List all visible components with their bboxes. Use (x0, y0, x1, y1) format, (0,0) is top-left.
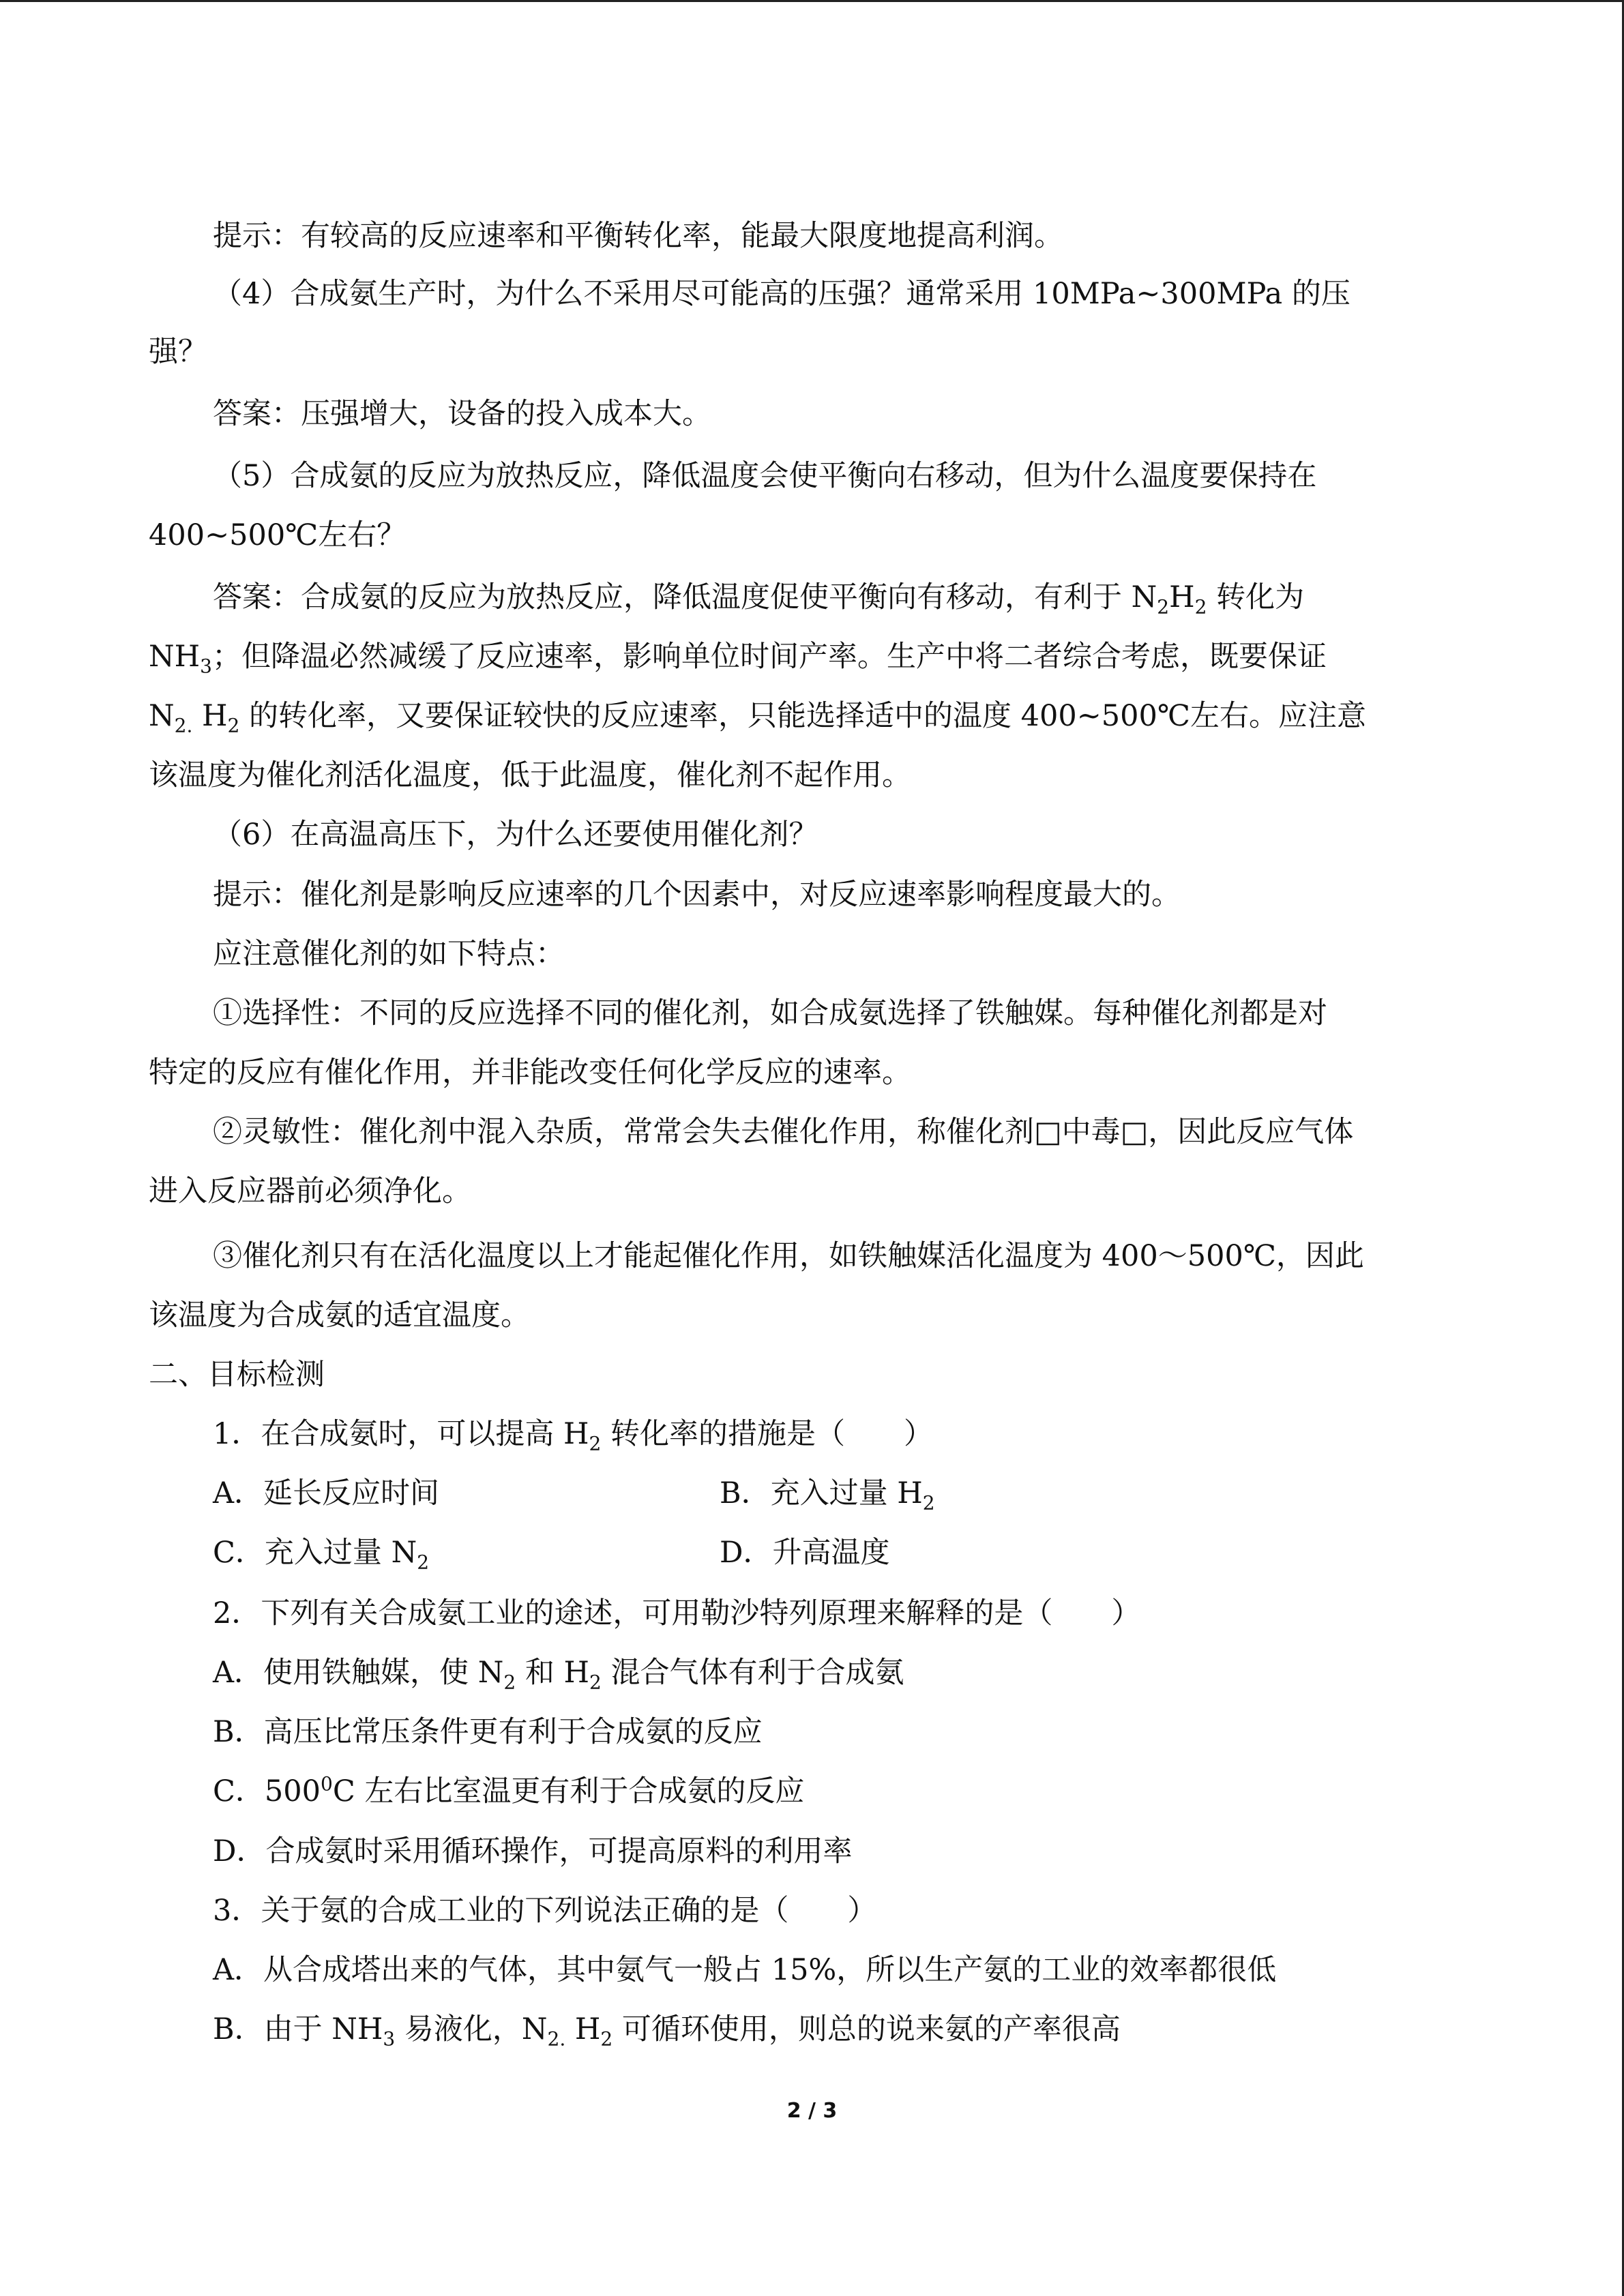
test-2-option-b: B．高压比常压条件更有利于合成氨的反应 (213, 1715, 763, 1749)
test-1-option-c: C．充入过量 $N_2$ (213, 1536, 430, 1574)
answer-4: 答案：压强增大，设备的投入成本大。 (213, 397, 711, 431)
test-question-3: 3．关于氨的合成工业的下列说法正确的是（ ） (213, 1894, 877, 1928)
page-number: 2 / 3 (786, 2099, 838, 2123)
point-1-line-1: ①选择性：不同的反应选择不同的催化剂，如合成氨选择了铁触媒。每种催化剂都是对 (213, 996, 1327, 1030)
test-question-1: 1．在合成氨时，可以提高 $H_2$ 转化率的措施是（ ） (213, 1417, 934, 1455)
hint-6: 提示：催化剂是影响反应速率的几个因素中，对反应速率影响程度最大的。 (213, 878, 1181, 912)
catalyst-note: 应注意催化剂的如下特点： (213, 937, 565, 971)
question-5-line-1: （5）合成氨的反应为放热反应，降低温度会使平衡向右移动，但为什么温度要保持在 (213, 459, 1317, 493)
test-3-option-a: A．从合成塔出来的气体，其中氨气一般占 15%，所以生产氨的工业的效率都很低 (213, 1953, 1277, 1987)
question-4-line-1: （4）合成氨生产时，为什么不采用尽可能高的压强？通常采用 10MPa~300MPa 的压 (213, 277, 1350, 311)
test-1-option-d: D．升高温度 (720, 1536, 890, 1570)
test-2-option-c: C．$500^0C$ 左右比室温更有利于合成氨的反应 (213, 1772, 805, 1808)
test-2-option-d: D．合成氨时采用循环操作，可提高原料的利用率 (213, 1834, 853, 1868)
answer-5-line-2: $NH_3$；但降温必然减缓了反应速率，影响单位时间产率。生产中将二者综合考虑，既要保证 (149, 640, 1327, 678)
answer-5-line-3: $N_{2.}$ $H_2$ 的转化率，又要保证较快的反应速率，只能选择适中的温度 400~500℃左右。应注意 (149, 699, 1366, 737)
point-3-line-2: 该温度为合成氨的适宜温度。 (149, 1298, 530, 1332)
test-1-options-row-2 (213, 1532, 1550, 1573)
test-1-option-a: A．延长反应时间 (213, 1476, 440, 1510)
point-1-line-2: 特定的反应有催化作用，并非能改变任何化学反应的速率。 (149, 1056, 911, 1090)
test-1-options-row-1 (213, 1473, 1550, 1514)
test-2-option-a: A．使用铁触媒，使 $N_2$ 和 $H_2$ 混合气体有利于合成氨 (213, 1656, 904, 1694)
test-3-option-b: B．由于 $NH_3$ 易液化，$N_{2.}$ $H_2$ 可循环使用，则总的说来氨的产率很高 (213, 2012, 1121, 2051)
test-question-2: 2．下列有关合成氨工业的途述，可用勒沙特列原理来解释的是（ ） (213, 1596, 1141, 1630)
question-4-line-2: 强？ (149, 335, 207, 369)
answer-5-line-1: 答案：合成氨的反应为放热反应，降低温度促使平衡向有移动，有利于 $N_2H_2$ 转化为 (213, 580, 1305, 618)
hint-paragraph: 提示：有较高的反应速率和平衡转化率，能最大限度地提高利润。 (213, 219, 1063, 253)
question-5-line-2: 400~500℃左右？ (149, 518, 407, 552)
point-3-line-1: ③催化剂只有在活化温度以上才能起催化作用，如铁触媒活化温度为 400～500℃，因此 (213, 1239, 1364, 1273)
test-1-option-b: B．充入过量 $H_2$ (720, 1476, 935, 1515)
point-2-line-2: 进入反应器前必须净化。 (149, 1174, 471, 1208)
page-border-top (0, 0, 1624, 2)
point-2-line-1: ②灵敏性：催化剂中混入杂质，常常会失去催化作用，称催化剂□中毒□，因此反应气体 (213, 1115, 1354, 1149)
question-6: （6）在高温高压下，为什么还要使用催化剂？ (213, 818, 818, 852)
answer-5-line-4: 该温度为催化剂活化温度，低于此温度，催化剂不起作用。 (149, 758, 911, 792)
section-2-heading: 二、目标检测 (149, 1358, 325, 1392)
